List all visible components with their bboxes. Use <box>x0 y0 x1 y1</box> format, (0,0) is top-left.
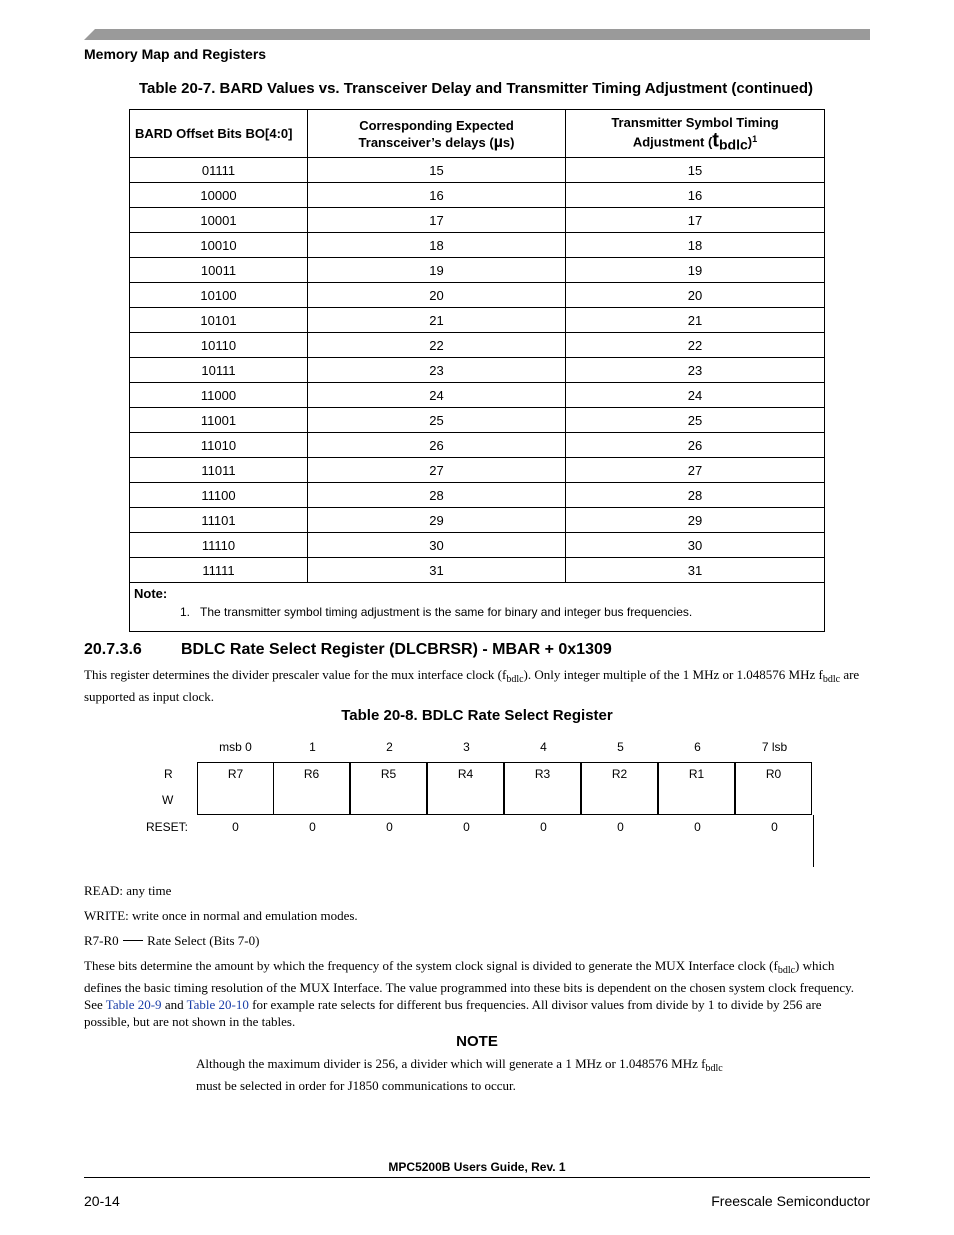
table-row <box>130 433 825 458</box>
reset-value: 0 <box>232 820 239 834</box>
cell-timing-adjustment: 24 <box>566 383 825 408</box>
note-number: 1. <box>180 605 191 619</box>
note-heading: NOTE <box>456 1033 498 1050</box>
register-field: R3 <box>504 762 581 815</box>
cell-bard-offset: 10100 <box>130 283 308 308</box>
bit-number: 6 <box>694 740 701 754</box>
cell-transceiver-delay: 26 <box>308 433 566 458</box>
para-text-b: ) which defines the basic timing resolution of the MUX Interface. The value programmed into these bits is dependent on the chosen system clock frequency. See <box>84 958 855 1012</box>
col2-line1: Corresponding Expected <box>359 117 514 133</box>
reset-value: 0 <box>540 820 547 834</box>
reset-value: 0 <box>694 820 701 834</box>
col-header-timing-adjustment <box>566 110 825 158</box>
bit-number: 5 <box>617 740 624 754</box>
table-row <box>130 508 825 533</box>
col3-line2: Adjustment ( <box>632 134 713 150</box>
bdlc-subscript: bdlc <box>718 136 748 153</box>
cell-bard-offset: 10001 <box>130 208 308 233</box>
cell-bard-offset: 11011 <box>130 458 308 483</box>
footnote-ref: 1 <box>752 133 758 144</box>
register-field: R5 <box>350 762 427 815</box>
cell-transceiver-delay: 23 <box>308 358 566 383</box>
bit-number: 2 <box>386 740 393 754</box>
cell-timing-adjustment: 18 <box>566 233 825 258</box>
table-row <box>130 283 825 308</box>
table-row <box>130 483 825 508</box>
cell-transceiver-delay: 24 <box>308 383 566 408</box>
cell-timing-adjustment: 28 <box>566 483 825 508</box>
cell-bard-offset: 10101 <box>130 308 308 333</box>
col2-line2b: s) <box>502 134 515 150</box>
write-access: WRITE: write once in normal and emulation modes. <box>84 908 358 923</box>
cell-bard-offset: 10000 <box>130 183 308 208</box>
cell-transceiver-delay: 16 <box>308 183 566 208</box>
cell-bard-offset: 11001 <box>130 408 308 433</box>
cell-bard-offset: 01111 <box>130 158 308 183</box>
t-symbol: t <box>712 129 719 152</box>
table-header-row <box>130 110 825 158</box>
reset-value: 0 <box>309 820 316 834</box>
table-row <box>130 533 825 558</box>
cell-timing-adjustment: 22 <box>566 333 825 358</box>
intro-text-a: This register determines the divider prescaler value for the mux interface clock (f <box>84 667 507 682</box>
table-row <box>130 358 825 383</box>
register-field: R4 <box>427 762 504 815</box>
bit-number: 1 <box>309 740 316 754</box>
col-header-bard-offset: BARD Offset Bits BO[4:0] <box>130 110 308 158</box>
field-dash <box>123 940 143 941</box>
table-row <box>130 558 825 583</box>
section-heading <box>84 641 612 659</box>
register-field: R0 <box>735 762 812 815</box>
running-title: Memory Map and Registers <box>84 46 267 62</box>
cell-transceiver-delay: 27 <box>308 458 566 483</box>
note-subscript: bdlc <box>705 1063 723 1074</box>
bard-values-table <box>129 109 825 632</box>
page-number: 20-14 <box>84 1193 120 1209</box>
cell-transceiver-delay: 18 <box>308 233 566 258</box>
header-bar-wedge <box>84 29 95 40</box>
section-title: BDLC Rate Select Register (DLCBRSR) - MBAR + 0x1309 <box>181 641 612 658</box>
cell-bard-offset: 10010 <box>130 233 308 258</box>
cell-bard-offset: 10110 <box>130 333 308 358</box>
table-row <box>130 383 825 408</box>
note-text: The transmitter symbol timing adjustment is the same for binary and integer bus frequencies. <box>200 605 693 619</box>
para-subscript: bdlc <box>777 965 796 976</box>
cell-timing-adjustment: 17 <box>566 208 825 233</box>
note-label: Note: <box>134 586 168 601</box>
cell-bard-offset: 11100 <box>130 483 308 508</box>
cell-bard-offset: 11010 <box>130 433 308 458</box>
para-text-a: These bits determine the amount by which the frequency of the system clock signal is divided to generate the MUX Interface clock (f <box>84 958 778 973</box>
cell-timing-adjustment: 31 <box>566 558 825 583</box>
cell-transceiver-delay: 28 <box>308 483 566 508</box>
intro-subscript-1: bdlc <box>506 674 524 685</box>
bit-number: msb 0 <box>219 740 252 754</box>
table-row <box>130 233 825 258</box>
cell-transceiver-delay: 25 <box>308 408 566 433</box>
label-read: R <box>164 767 173 781</box>
table-row <box>130 183 825 208</box>
register-field: R1 <box>658 762 735 815</box>
col3-close: ) <box>747 134 753 150</box>
table-row <box>130 258 825 283</box>
note-body <box>196 1055 796 1094</box>
cell-transceiver-delay: 31 <box>308 558 566 583</box>
cell-transceiver-delay: 29 <box>308 508 566 533</box>
reset-value: 0 <box>771 820 778 834</box>
cell-timing-adjustment: 16 <box>566 183 825 208</box>
read-access: READ: any time <box>84 883 172 898</box>
cell-bard-offset: 11110 <box>130 533 308 558</box>
cell-timing-adjustment: 20 <box>566 283 825 308</box>
footer-title: MPC5200B Users Guide, Rev. 1 <box>388 1160 566 1174</box>
cell-timing-adjustment: 25 <box>566 408 825 433</box>
link-table-20-9[interactable]: Table 20-9 <box>105 997 162 1012</box>
note-text-b: must be selected in order for J1850 communications to occur. <box>196 1078 516 1093</box>
cell-timing-adjustment: 15 <box>566 158 825 183</box>
register-field: R6 <box>273 762 350 815</box>
label-write: W <box>162 793 174 807</box>
cell-timing-adjustment: 19 <box>566 258 825 283</box>
cell-transceiver-delay: 17 <box>308 208 566 233</box>
header-bar <box>84 29 870 40</box>
cell-transceiver-delay: 19 <box>308 258 566 283</box>
table-body <box>130 158 825 583</box>
note-text-a: Although the maximum divider is 256, a divider which will generate a 1 MHz or 1.048576 MHz f <box>196 1056 706 1071</box>
reset-row-divider <box>813 815 814 867</box>
cell-timing-adjustment: 21 <box>566 308 825 333</box>
table-note <box>130 583 825 632</box>
mu-symbol: µ <box>493 133 503 151</box>
cell-transceiver-delay: 15 <box>308 158 566 183</box>
para-text-c: for example rate selects for different bus frequencies. All divisor values from divide by 1 to divide by 256 are possible, but are not shown in the tables. <box>84 997 822 1029</box>
table-note-row <box>130 583 825 632</box>
cell-timing-adjustment: 27 <box>566 458 825 483</box>
table-20-7-title: Table 20-7. BARD Values vs. Transceiver Delay and Transmitter Timing Adjustment (continued) <box>138 80 814 97</box>
label-reset: RESET: <box>146 820 189 834</box>
col-header-transceiver-delay <box>308 110 566 158</box>
footer-rule <box>84 1177 870 1178</box>
section-intro <box>84 666 870 705</box>
reset-value: 0 <box>617 820 624 834</box>
register-field: R2 <box>581 762 658 815</box>
cell-transceiver-delay: 20 <box>308 283 566 308</box>
cell-bard-offset: 11101 <box>130 508 308 533</box>
cell-transceiver-delay: 21 <box>308 308 566 333</box>
field-paragraph <box>84 957 870 1030</box>
company-name: Freescale Semiconductor <box>711 1193 870 1209</box>
intro-subscript-2: bdlc <box>822 674 841 685</box>
cell-bard-offset: 10111 <box>130 358 308 383</box>
bit-number: 4 <box>540 740 547 754</box>
table-20-8-title: Table 20-8. BDLC Rate Select Register <box>341 707 613 724</box>
note-item <box>180 605 820 619</box>
table-row <box>130 308 825 333</box>
cell-timing-adjustment: 30 <box>566 533 825 558</box>
cell-bard-offset: 11000 <box>130 383 308 408</box>
field-name: R7-R0 <box>84 933 119 948</box>
table-row <box>130 458 825 483</box>
bit-number: 7 lsb <box>761 740 788 754</box>
reset-value: 0 <box>463 820 470 834</box>
cell-transceiver-delay: 22 <box>308 333 566 358</box>
field-desc: Rate Select (Bits 7-0) <box>147 933 260 948</box>
intro-text-b: ). Only integer multiple of the 1 MHz or 1.048576 MHz f <box>523 667 823 682</box>
link-table-20-10[interactable]: Table 20-10 <box>186 997 249 1012</box>
register-field: R7 <box>197 762 274 815</box>
cell-timing-adjustment: 23 <box>566 358 825 383</box>
cell-transceiver-delay: 30 <box>308 533 566 558</box>
table-row <box>130 158 825 183</box>
table-row <box>130 408 825 433</box>
bit-number: 3 <box>463 740 470 754</box>
cell-timing-adjustment: 29 <box>566 508 825 533</box>
col2-line2a: Transceiver’s delays ( <box>358 134 494 150</box>
intro-text-c: are supported as input clock. <box>84 667 860 704</box>
cell-bard-offset: 11111 <box>130 558 308 583</box>
section-number: 20.7.3.6 <box>84 641 142 658</box>
table-row <box>130 208 825 233</box>
para-and: and <box>161 997 187 1012</box>
col3-line1: Transmitter Symbol Timing <box>611 114 779 130</box>
table-row <box>130 333 825 358</box>
cell-timing-adjustment: 26 <box>566 433 825 458</box>
reset-value: 0 <box>386 820 393 834</box>
field-description <box>84 932 870 949</box>
cell-bard-offset: 10011 <box>130 258 308 283</box>
